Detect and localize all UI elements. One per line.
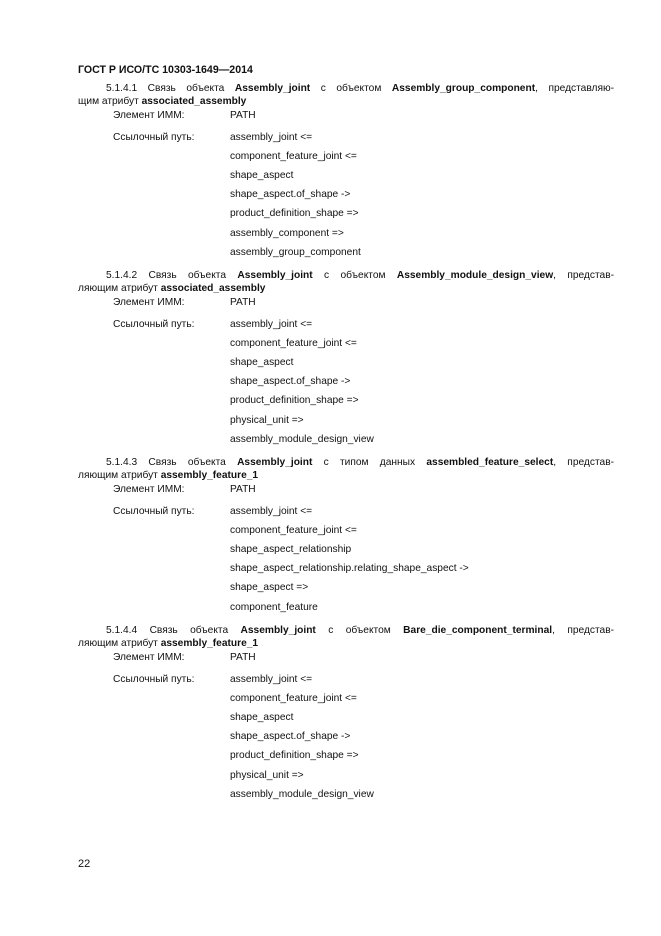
aim-element-row (78, 297, 614, 319)
reference-path-row (78, 563, 614, 582)
section-heading-line-2 (78, 470, 258, 481)
mapping-section (78, 456, 614, 621)
reference-path-line: assembly_module_design_view (230, 788, 374, 800)
reference-path-line: shape_aspect_relationship.relating_shape_aspect -> (230, 563, 469, 575)
aim-element-label: Элемент ИММ: (113, 651, 185, 663)
reference-path-line: assembly_group_component (230, 246, 361, 258)
aim-element-label: Элемент ИММ: (113, 296, 185, 308)
mapping-section (78, 82, 614, 266)
entity-name: Assembly_joint (237, 457, 313, 468)
target-name: Assembly_module_design_view (396, 270, 554, 281)
reference-path-line: shape_aspect.of_shape -> (230, 376, 351, 388)
page-number: 22 (78, 858, 91, 870)
heading-text: , представ- (553, 270, 614, 281)
heading-text: с типом данных (312, 457, 427, 468)
reference-path-row (78, 674, 614, 693)
section-heading (78, 624, 614, 651)
reference-path-line: assembly_joint <= (230, 673, 313, 685)
heading-text: 5.1.4.1 Связь объекта (106, 83, 235, 94)
reference-path-line: physical_unit => (230, 414, 304, 426)
reference-path-row (78, 357, 614, 376)
aim-element-row (78, 652, 614, 674)
reference-path-row (78, 170, 614, 189)
aim-element-label: Элемент ИММ: (113, 109, 185, 121)
heading-text: 5.1.4.4 Связь объекта (106, 625, 241, 636)
reference-path-line: product_definition_shape => (230, 750, 359, 762)
reference-path-line: shape_aspect (230, 169, 294, 181)
reference-path-line: component_feature (230, 601, 318, 613)
reference-path-line: assembly_module_design_view (230, 433, 374, 445)
reference-path-line: assembly_joint <= (230, 318, 313, 330)
reference-path-row (78, 151, 614, 170)
reference-path-row (78, 395, 614, 414)
section-heading-line-2 (78, 96, 246, 107)
reference-path-line: assembly_component => (230, 227, 344, 239)
reference-path-label: Ссылочный путь: (113, 131, 195, 143)
heading-text: , представляю- (535, 83, 615, 94)
heading-text: ляющим атрибут (78, 283, 161, 295)
reference-path-row (78, 544, 614, 563)
reference-path-row (78, 582, 614, 601)
reference-path-line: shape_aspect => (230, 582, 309, 594)
heading-text: ляющим атрибут (78, 470, 161, 482)
aim-element-value: PATH (230, 651, 256, 663)
aim-element-row (78, 110, 614, 132)
reference-path-line: shape_aspect_relationship (230, 543, 352, 555)
section-heading-line-2 (78, 283, 265, 294)
reference-path-line: shape_aspect.of_shape -> (230, 731, 351, 743)
heading-text: , представ- (552, 625, 615, 636)
reference-path-line: assembly_joint <= (230, 505, 313, 517)
attribute-name: associated_assembly (141, 96, 247, 108)
reference-path-line: physical_unit => (230, 769, 304, 781)
aim-element-value: PATH (230, 483, 256, 495)
reference-path-line: shape_aspect (230, 356, 294, 368)
reference-path-row (78, 770, 614, 789)
mapping-section (78, 269, 614, 453)
section-heading-line-1 (78, 624, 614, 637)
reference-path-row (78, 132, 614, 151)
entity-name: Assembly_joint (237, 270, 313, 281)
reference-path-line: product_definition_shape => (230, 395, 359, 407)
target-name: assembled_feature_select (426, 457, 554, 468)
target-name: Assembly_group_component (391, 83, 536, 94)
section-heading (78, 269, 614, 296)
reference-path-row (78, 789, 614, 808)
reference-path-row (78, 189, 614, 208)
target-name: Bare_die_component_terminal (403, 625, 553, 636)
reference-path-line: component_feature_joint <= (230, 150, 357, 162)
heading-text: ляющим атрибут (78, 638, 161, 650)
reference-path-row (78, 228, 614, 247)
heading-text: с объектом (315, 625, 404, 636)
heading-text: , представ- (553, 457, 614, 468)
reference-path-row (78, 602, 614, 621)
heading-text: 5.1.4.3 Связь объекта (106, 457, 238, 468)
aim-element-value: PATH (230, 296, 256, 308)
reference-path-row (78, 525, 614, 544)
reference-path-line: product_definition_shape => (230, 208, 359, 220)
heading-text: 5.1.4.2 Связь объекта (106, 270, 238, 281)
reference-path-row (78, 319, 614, 338)
section-heading-line-1 (78, 456, 614, 469)
reference-path-row (78, 208, 614, 227)
reference-path-row (78, 731, 614, 750)
reference-path-label: Ссылочный путь: (113, 673, 195, 685)
reference-path-row (78, 247, 614, 266)
reference-path-row (78, 712, 614, 731)
reference-path-label: Ссылочный путь: (113, 318, 195, 330)
attribute-name: assembly_feature_1 (160, 638, 259, 650)
section-heading (78, 82, 614, 109)
heading-text: с объектом (310, 83, 392, 94)
section-heading-line-1 (78, 82, 614, 95)
entity-name: Assembly_joint (240, 625, 316, 636)
reference-path-row (78, 434, 614, 453)
reference-path-line: component_feature_joint <= (230, 337, 357, 349)
reference-path-row (78, 693, 614, 712)
mapping-section (78, 624, 614, 808)
reference-path-row (78, 376, 614, 395)
reference-path-row (78, 415, 614, 434)
reference-path-label: Ссылочный путь: (113, 505, 195, 517)
reference-path-row (78, 750, 614, 769)
attribute-name: assembly_feature_1 (160, 470, 259, 482)
reference-path-line: component_feature_joint <= (230, 524, 357, 536)
aim-element-value: PATH (230, 109, 256, 121)
heading-text: щим атрибут (78, 96, 142, 108)
reference-path-row (78, 338, 614, 357)
section-heading-line-1 (78, 269, 614, 282)
aim-element-row (78, 484, 614, 506)
reference-path-line: shape_aspect (230, 711, 294, 723)
heading-text: с объектом (312, 270, 397, 281)
attribute-name: associated_assembly (160, 283, 266, 295)
section-heading (78, 456, 614, 483)
reference-path-line: shape_aspect.of_shape -> (230, 189, 351, 201)
reference-path-line: assembly_joint <= (230, 131, 313, 143)
section-heading-line-2 (78, 638, 258, 649)
entity-name: Assembly_joint (234, 83, 311, 94)
reference-path-line: component_feature_joint <= (230, 692, 357, 704)
document-header: ГОСТ Р ИСО/ТС 10303-1649—2014 (78, 64, 253, 76)
reference-path-row (78, 506, 614, 525)
aim-element-label: Элемент ИММ: (113, 483, 185, 495)
